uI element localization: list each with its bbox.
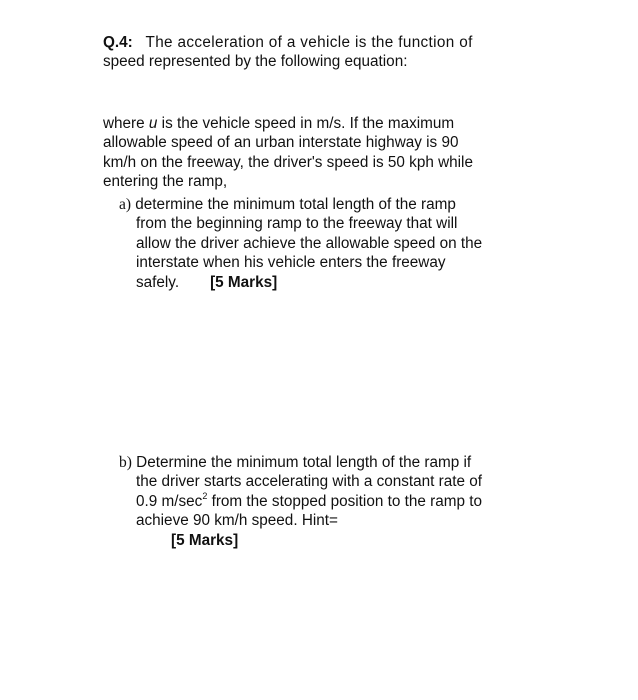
intro-line-1-a: where bbox=[103, 115, 149, 132]
part-a-line-5-text: safely. bbox=[136, 273, 180, 291]
part-a-marks: [5 Marks] bbox=[210, 273, 278, 291]
part-b-line-2: the driver starts accelerating with a constant rate of bbox=[136, 473, 483, 491]
part-b-line-1 bbox=[119, 453, 539, 472]
intro-paragraph bbox=[103, 114, 543, 192]
part-a bbox=[119, 195, 539, 292]
part-a-line-1 bbox=[119, 195, 539, 214]
part-b-line-4: achieve 90 km/h speed. Hint= bbox=[136, 512, 338, 530]
part-a-label: a) bbox=[119, 196, 132, 213]
intro-line-3: km/h on the freeway, the driver's speed is 50 kph while bbox=[103, 153, 473, 171]
intro-variable-u: u bbox=[148, 115, 158, 132]
part-a-line-3: allow the driver achieve the allowable speed on the bbox=[136, 234, 483, 252]
part-b-marks: [5 Marks] bbox=[171, 531, 239, 549]
question-line-1 bbox=[103, 33, 543, 52]
intro-line-4: entering the ramp, bbox=[103, 173, 228, 191]
part-b bbox=[119, 453, 539, 550]
part-a-line-4: interstate when his vehicle enters the freeway bbox=[136, 254, 446, 272]
intro-line-1-b: is the vehicle speed in m/s. If the maximum bbox=[157, 115, 455, 132]
part-b-line-3-b: from the stopped position to the ramp to bbox=[207, 492, 482, 510]
question-number: Q.4: bbox=[103, 34, 133, 51]
question-text-1: The acceleration of a vehicle is the function of bbox=[145, 34, 473, 51]
part-b-line-1-text: Determine the minimum total length of the ramp if bbox=[136, 454, 472, 471]
part-a-line-5 bbox=[119, 273, 539, 292]
part-b-superscript: 2 bbox=[202, 490, 208, 501]
part-a-line-1-text: determine the minimum total length of the ramp bbox=[135, 196, 456, 213]
part-b-marks-line bbox=[119, 531, 539, 550]
question-header bbox=[103, 33, 543, 72]
part-b-line-3 bbox=[119, 492, 539, 511]
part-b-label: b) bbox=[119, 454, 132, 471]
part-b-line-3-a: 0.9 m/sec bbox=[136, 492, 203, 510]
intro-line-1 bbox=[103, 114, 543, 133]
intro-line-2: allowable speed of an urban interstate highway is 90 bbox=[103, 134, 459, 152]
question-line-2: speed represented by the following equation: bbox=[103, 53, 408, 71]
part-a-line-2: from the beginning ramp to the freeway that will bbox=[136, 215, 458, 233]
